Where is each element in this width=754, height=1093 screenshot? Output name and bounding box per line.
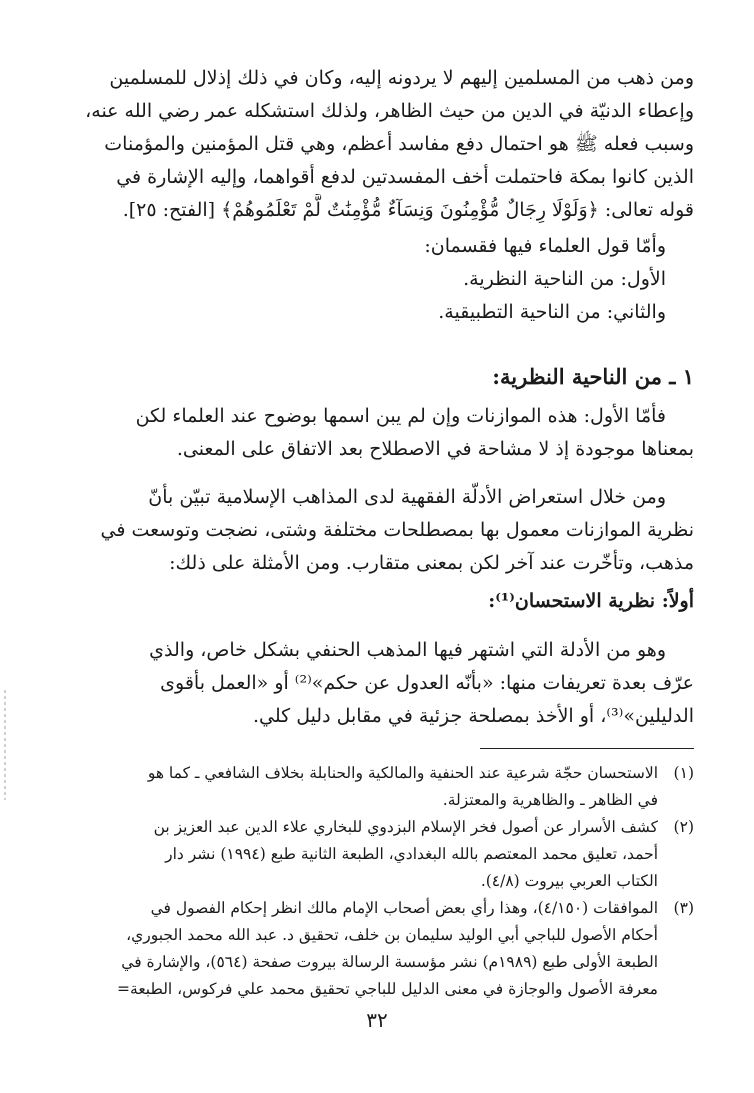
footnote-text (48, 760, 658, 814)
footnote-item (48, 814, 694, 895)
text-line: ومن خلال استعراض الأدلّة الفقهية لدى المذاهب الإسلامية تبيّن بأنّ (148, 486, 666, 508)
footnote-line: الموافقات (٤/١٥٠)، وهذا رأي بعض أصحاب الإمام مالك انظر إحكام الفصول في (150, 899, 658, 917)
text-line: وهو من الأدلة التي اشتهر فيها المذهب الحنفي بشكل خاص، والذي (149, 639, 666, 661)
footnote-item (48, 895, 694, 1003)
footnote-text (48, 895, 658, 1003)
scholars-division-paragraph (48, 230, 694, 329)
text-line: فأمّا الأول: هذه الموازنات وإن لم يبن اسمها بوضوح عند العلماء لكن (135, 405, 666, 427)
footnote-line: معرفة الأصول والوجازة في معنى الدليل للباجي تحقيق محمد علي فركوس، الطبعة= (117, 980, 658, 998)
text-line: مذهب، وتأخّرت عند آخر لكن بمعنى متقارب. ومن الأمثلة على ذلك: (169, 552, 694, 574)
footnote-line: الاستحسان حجّة شرعية عند الحنفية والمالكية والحنابلة بخلاف الشافعي ـ كما هو (147, 764, 658, 782)
text-line: ومن ذهب من المسلمين إليهم لا يردونه إليه، وكان في ذلك إذلال للمسلمين (109, 67, 694, 89)
text-line: وسبب فعله ﷺ هو احتمال دفع مفاسد أعظم، وهي قتل المؤمنين والمؤمنات (104, 133, 694, 155)
footnote-line: في الظاهر ـ والظاهرية والمعتزلة. (442, 791, 658, 809)
footnote-number: (١) (673, 764, 694, 782)
footnote-line: الطبعة الأولى طبع (١٩٨٩م) نشر مؤسسة الرسالة بيروت صفحة (٥٦٤)، والإشارة في (121, 953, 658, 971)
subsection-heading: أولاً: نظرية الاستحسان⁽¹⁾: (488, 590, 694, 612)
paragraph-continuation (48, 62, 694, 227)
footnote-line: الكتاب العربي بيروت (٤/٨). (480, 872, 658, 890)
list-item-second: والثاني: من الناحية التطبيقية. (438, 301, 666, 323)
paragraph-istihsan (48, 634, 694, 733)
scan-edge-mark (4, 690, 6, 800)
text-line: نظرية الموازنات معمول بها بمصطلحات مختلفة وشتى، نضجت وتوسعت في (100, 519, 694, 541)
footnote-item (48, 760, 694, 814)
list-item-first: الأول: من الناحية النظرية. (463, 268, 666, 290)
footnote-divider (480, 748, 694, 749)
paragraph-first-aspect (48, 400, 694, 466)
text-line: وأمّا قول العلماء فيها فقسمان: (424, 235, 666, 257)
footnote-line: أحمد، تعليق محمد المعتصم بالله البغدادي، الطبعة الثانية طبع (١٩٩٤) نشر دار (165, 845, 658, 863)
section-heading: ١ ـ من الناحية النظرية: (492, 364, 694, 389)
footnote-line: أحكام الأصول للباجي أبي الوليد سليمان بن خلف، تحقيق د. عبد الله محمد الجبوري، (126, 926, 658, 944)
footnote-number: (٣) (673, 899, 694, 917)
paragraph-schools-review (48, 481, 694, 580)
footnote-text (48, 814, 658, 895)
page-number: ٣٢ (366, 1008, 388, 1032)
text-line: بمعناها موجودة إذ لا مشاحة في الاصطلاح بعد الاتفاق على المعنى. (176, 438, 694, 460)
text-line: وإعطاء الدنيّة في الدين من حيث الظاهر، ولذلك استشكله عمر رضي الله عنه، (85, 100, 694, 122)
footnote-number: (٢) (673, 818, 694, 836)
quran-verse-line: قوله تعالى: ﴿وَلَوْلَا رِجَالٌ مُّؤْمِنُونَ وَنِسَآءٌ مُّؤْمِنَٰتٌ لَّمْ تَعْلَمُوهُمْ﴾ [الفتح: ٢٥]. (122, 199, 694, 221)
text-line: عرّف بعدة تعريفات منها: «بأنّه العدول عن حكم»⁽²⁾ أو «العمل بأقوى (160, 672, 694, 694)
text-line: الدليلين»⁽³⁾، أو الأخذ بمصلحة جزئية في مقابل دليل كلي. (252, 705, 694, 727)
text-line: الذين كانوا بمكة فاحتملت أخف المفسدتين لدفع أقواهما، وإليه الإشارة في (116, 166, 694, 188)
footnote-line: كشف الأسرار عن أصول فخر الإسلام البزدوي للبخاري علاء الدين عبد العزيز بن (153, 818, 658, 836)
footnotes (48, 760, 694, 1003)
